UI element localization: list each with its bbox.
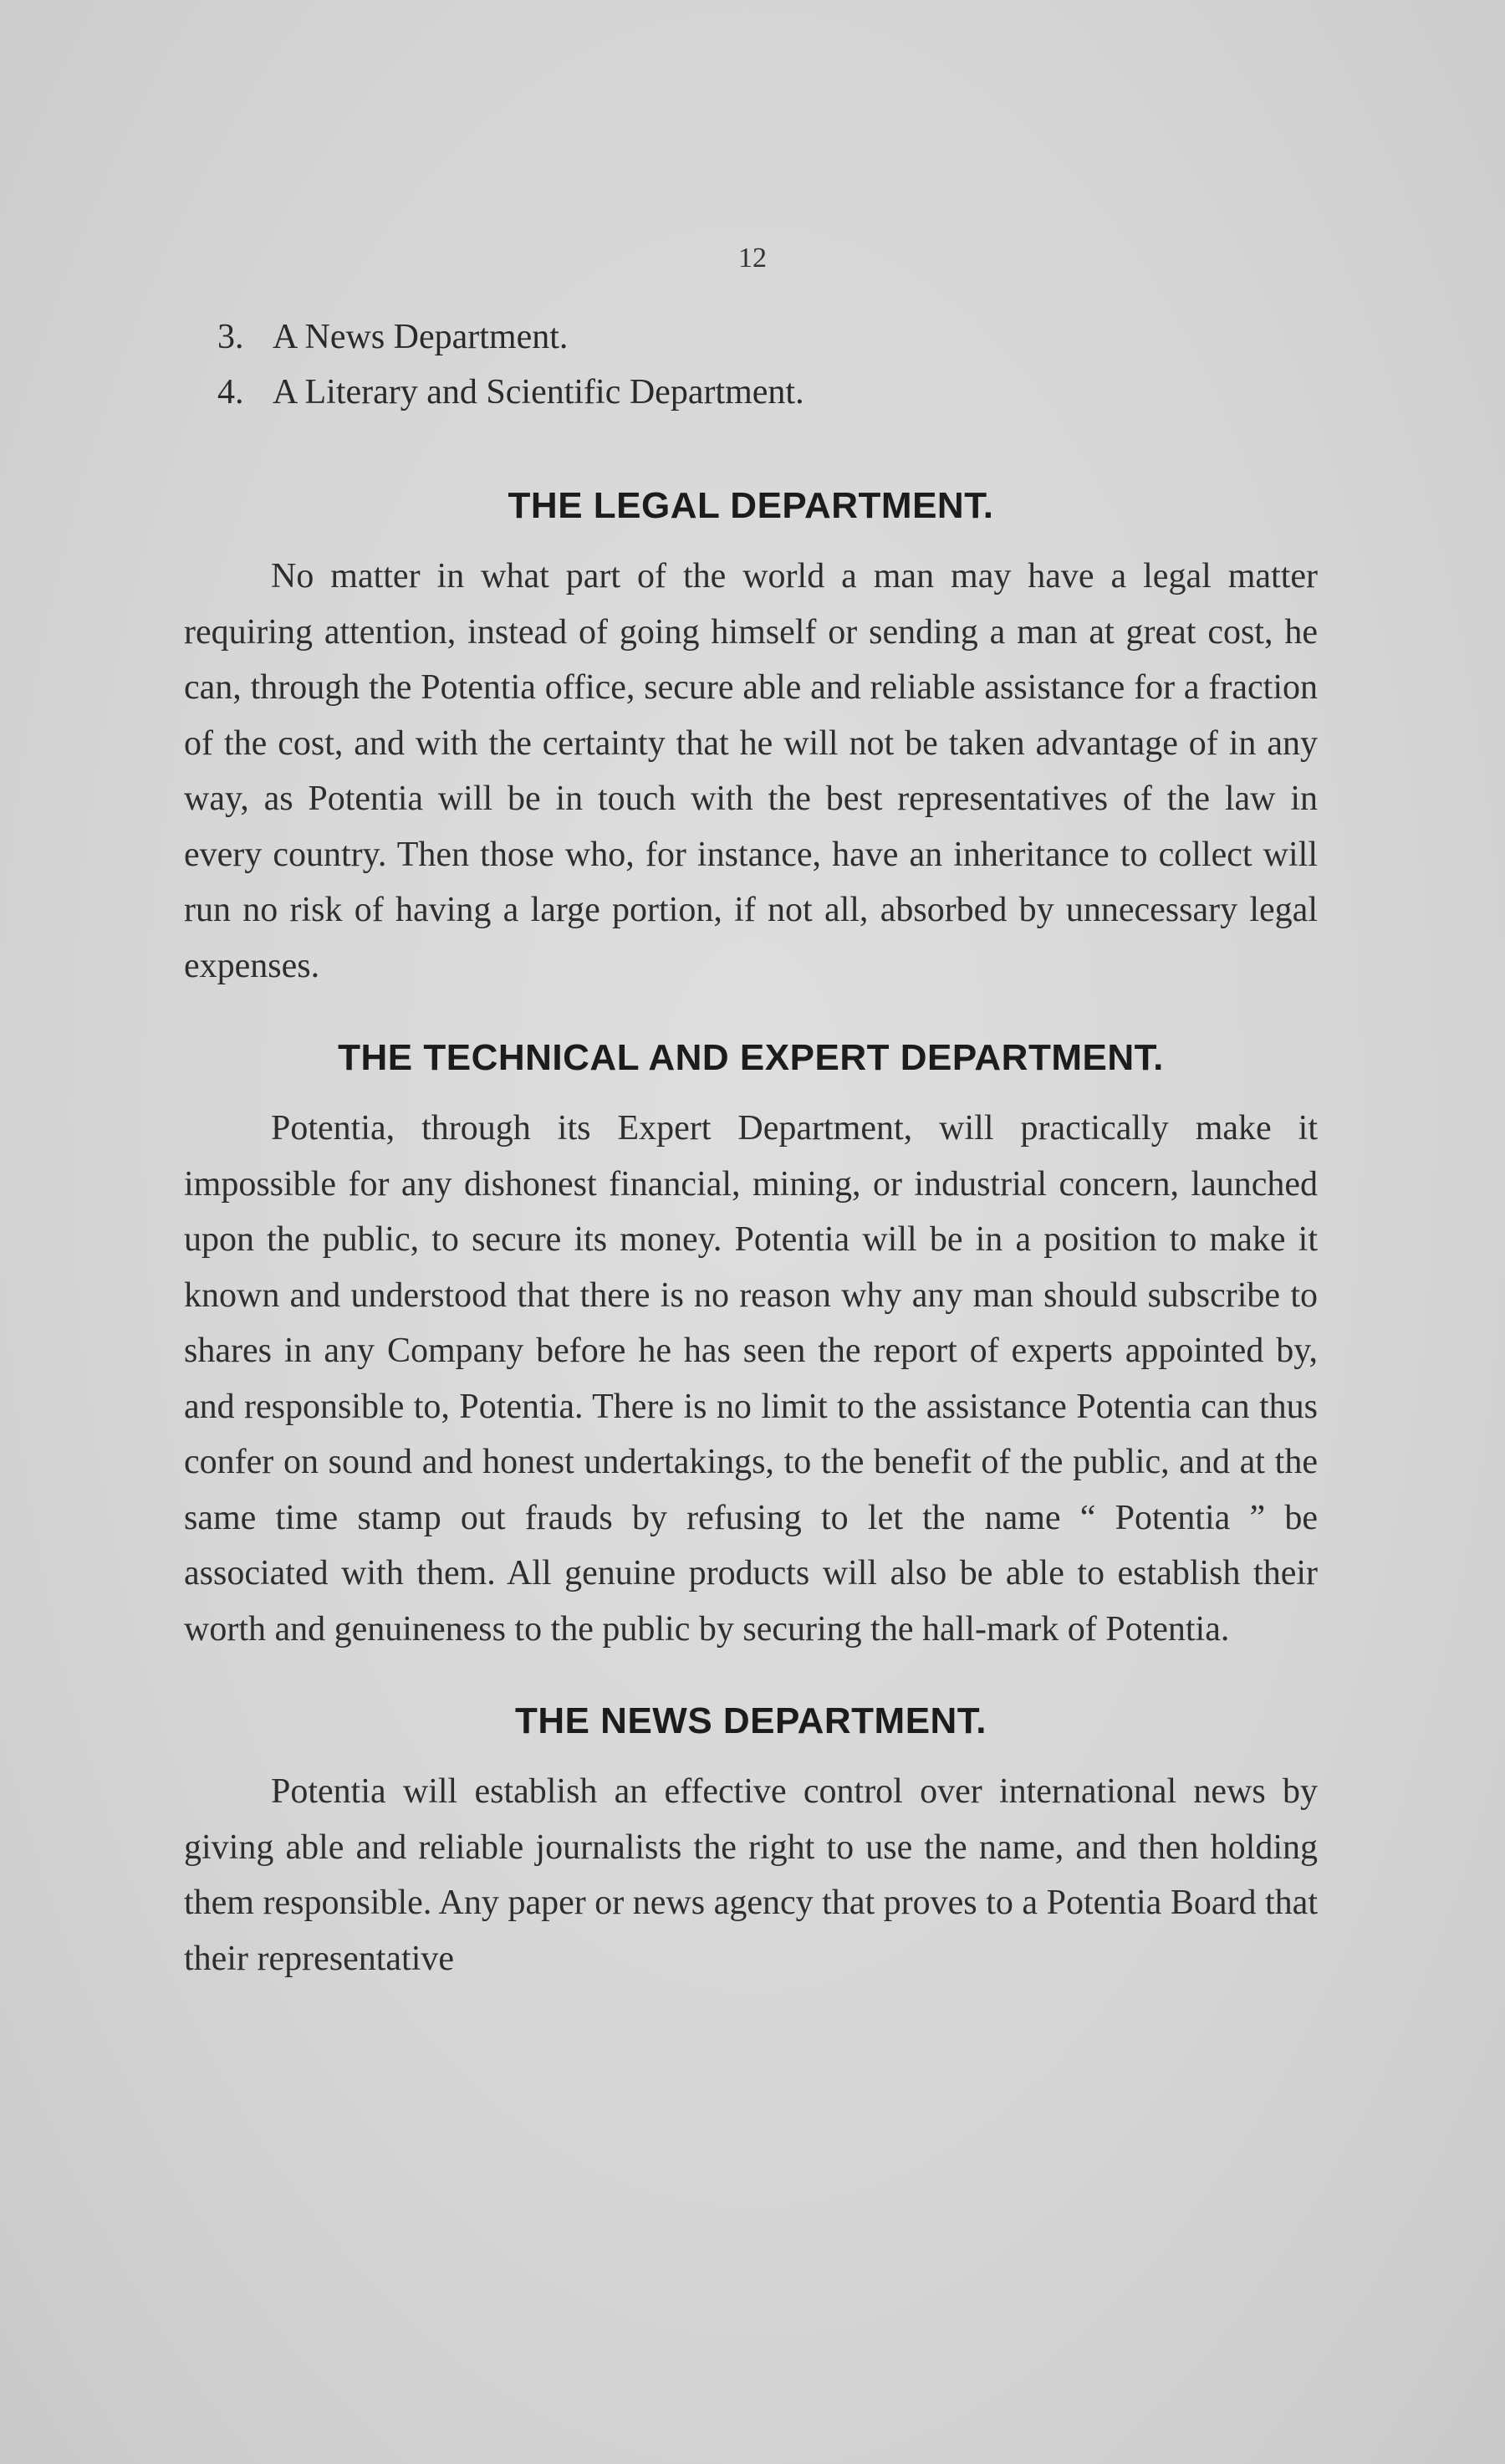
news-department-paragraph: Potentia will establish an effective control over international news by giving able and reliable journalists the right to use the name, and then holding them responsible. Any paper or news agency that proves to a Potentia Board that their representative	[184, 1772, 1318, 1978]
page-number: 12	[738, 243, 767, 273]
news-department-heading: THE NEWS DEPARTMENT.	[514, 1700, 987, 1741]
list-item-text: A News Department.	[273, 318, 569, 356]
list-item-text: A Literary and Scientific Department.	[273, 373, 804, 412]
technical-department-paragraph: Potentia, through its Expert Department, will practically make it impossible for any dishonest financial, mining, or industrial concern, launched upon the public, to secure its money. Potentia will be in a position to make it known and understood that there is no reason why any man should subscribe to shares in any Company before he has seen the report of experts appointed by, and responsible to, Potentia. There is no limit to the assistance Potentia can thus confer on sound and honest undertakings, to the benefit of the public, and at the same time stamp out frauds by refusing to let the name “ Potentia ” be associated with them. All genuine products will also be able to establish their worth and genuineness to the public by securing the hall-mark of Potentia.	[184, 1109, 1318, 1649]
legal-department-paragraph: No matter in what part of the world a man may have a legal matter requiring attention, instead of going himself or sending a man at great cost, he can, through the Potentia office, secure able and reliable assistance for a fraction of the cost, and with the certainty that he will not be taken advantage of in any way, as Potentia will be in touch with the best representatives of the law in every country. Then those who, for instance, have an inheritance to collect will run no risk of having a large portion, if not all, absorbed by unnecessary legal expenses.	[184, 557, 1318, 985]
list-item	[184, 309, 1318, 365]
legal-department-heading: THE LEGAL DEPARTMENT.	[508, 485, 994, 526]
list-item-number: 4.	[217, 373, 244, 412]
list-item-number: 3.	[217, 318, 244, 356]
technical-department-heading: THE TECHNICAL AND EXPERT DEPARTMENT.	[338, 1037, 1164, 1078]
list-item	[184, 365, 1318, 420]
department-list	[184, 309, 1318, 420]
page-content	[184, 309, 1318, 1986]
